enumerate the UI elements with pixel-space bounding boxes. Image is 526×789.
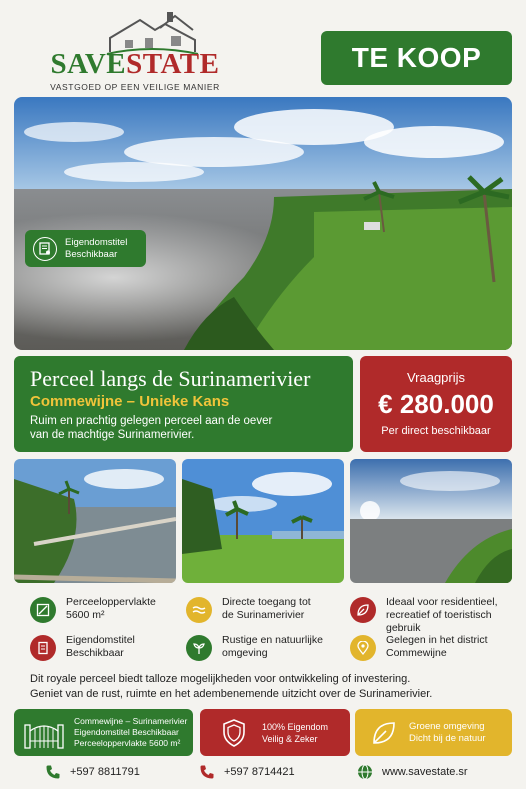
- leaf-icon: [350, 597, 376, 623]
- bar-line: Perceeloppervlakte 5600 m²: [74, 738, 181, 748]
- listing-subtitle: Commewijne – Unieke Kans: [30, 393, 230, 410]
- badge-line1: Eigendomstitel: [65, 236, 128, 248]
- feature-item: [30, 634, 180, 670]
- brand-logo: [50, 10, 220, 90]
- brand-tagline: VASTGOED OP EEN VEILIGE MANIER: [50, 82, 220, 92]
- ownership-bar: [200, 709, 350, 756]
- thumbnail-photo: [182, 459, 344, 583]
- globe-icon: [357, 764, 373, 780]
- water-waves-icon: [186, 597, 212, 623]
- phone-icon: [45, 764, 61, 780]
- feature-line: recreatief of toeristisch: [386, 609, 492, 621]
- price-box: [360, 356, 512, 452]
- phone-number: +597 8811791: [70, 766, 140, 778]
- brand-name: [50, 48, 220, 81]
- listing-title-box: [14, 356, 353, 452]
- location-pin-icon: [350, 635, 376, 661]
- contact-phone-1[interactable]: [45, 764, 140, 780]
- feature-item: [186, 634, 346, 670]
- price-note: Per direct beschikbaar: [381, 425, 491, 437]
- feature-line: gebruik: [386, 622, 421, 634]
- bar-line: Veilig & Zeker: [262, 733, 318, 744]
- map-area-icon: [30, 597, 56, 623]
- title-available-badge: [25, 230, 146, 267]
- bar-line: Dicht bij de natuur: [409, 732, 486, 744]
- bar-line: 100% Eigendom: [262, 721, 329, 732]
- bar-line: Groene omgeving: [409, 720, 485, 732]
- nature-bar: [355, 709, 512, 756]
- contact-phone-2[interactable]: [199, 764, 295, 780]
- description-paragraph: [30, 672, 500, 701]
- feature-item: [350, 634, 510, 670]
- listing-description: [30, 414, 337, 442]
- feature-line: Directe toegang tot: [222, 596, 311, 608]
- feature-line: Rustige en natuurlijke: [222, 634, 323, 646]
- brand-name-part2: STATE: [126, 48, 220, 80]
- price-label: Vraagprijs: [406, 370, 466, 385]
- badge-line2: Beschikbaar: [65, 248, 118, 260]
- sprout-icon: [186, 635, 212, 661]
- feature-line: 5600 m²: [66, 609, 105, 621]
- phone-icon: [199, 764, 215, 780]
- price-value: € 280.000: [378, 389, 494, 419]
- feature-line: Ideaal voor residentieel,: [386, 596, 498, 608]
- location-summary-bar: [14, 709, 193, 756]
- certificate-icon: [33, 237, 57, 261]
- paragraph-line1: Dit royale perceel biedt talloze mogelijkheden voor ontwikkeling of investering.: [30, 673, 411, 685]
- feature-line: Eigendomstitel: [66, 634, 135, 646]
- shield-icon: [222, 719, 246, 747]
- phone-number: +597 8714421: [224, 766, 295, 778]
- hero-photo: [14, 97, 512, 350]
- paragraph-line2: Geniet van de rust, ruimte en het adembenemende uitzicht over de Surinamerivier.: [30, 687, 433, 700]
- feature-line: Beschikbaar: [66, 647, 124, 659]
- contact-website[interactable]: [357, 764, 468, 780]
- feature-item: [350, 596, 510, 632]
- feature-item: [30, 596, 180, 632]
- bar-line: Commewijne – Surinamerivier: [74, 716, 188, 726]
- feature-line: de Surinamerivier: [222, 609, 305, 621]
- bar-line: Eigendomstitel Beschikbaar: [74, 727, 179, 737]
- feature-line: Commewijne: [386, 647, 447, 659]
- feature-line: Perceeloppervlakte: [66, 596, 156, 608]
- thumbnail-photo: [14, 459, 176, 583]
- brand-name-part1: SAVE: [50, 48, 127, 80]
- leaf-icon: [371, 720, 397, 746]
- website-link: www.savestate.sr: [382, 766, 468, 778]
- for-sale-badge: TE KOOP: [321, 31, 512, 85]
- description-line2: van de machtige Surinamerivier.: [30, 429, 195, 441]
- document-icon: [30, 635, 56, 661]
- listing-title: Perceel langs de Surinamerivier: [30, 366, 311, 391]
- description-line1: Ruim en prachtig gelegen perceel aan de oever: [30, 415, 273, 427]
- thumbnail-photo: [350, 459, 512, 583]
- feature-item: [186, 596, 346, 632]
- feature-line: omgeving: [222, 647, 268, 659]
- feature-line: Gelegen in het district: [386, 634, 488, 646]
- gate-icon: [24, 717, 64, 749]
